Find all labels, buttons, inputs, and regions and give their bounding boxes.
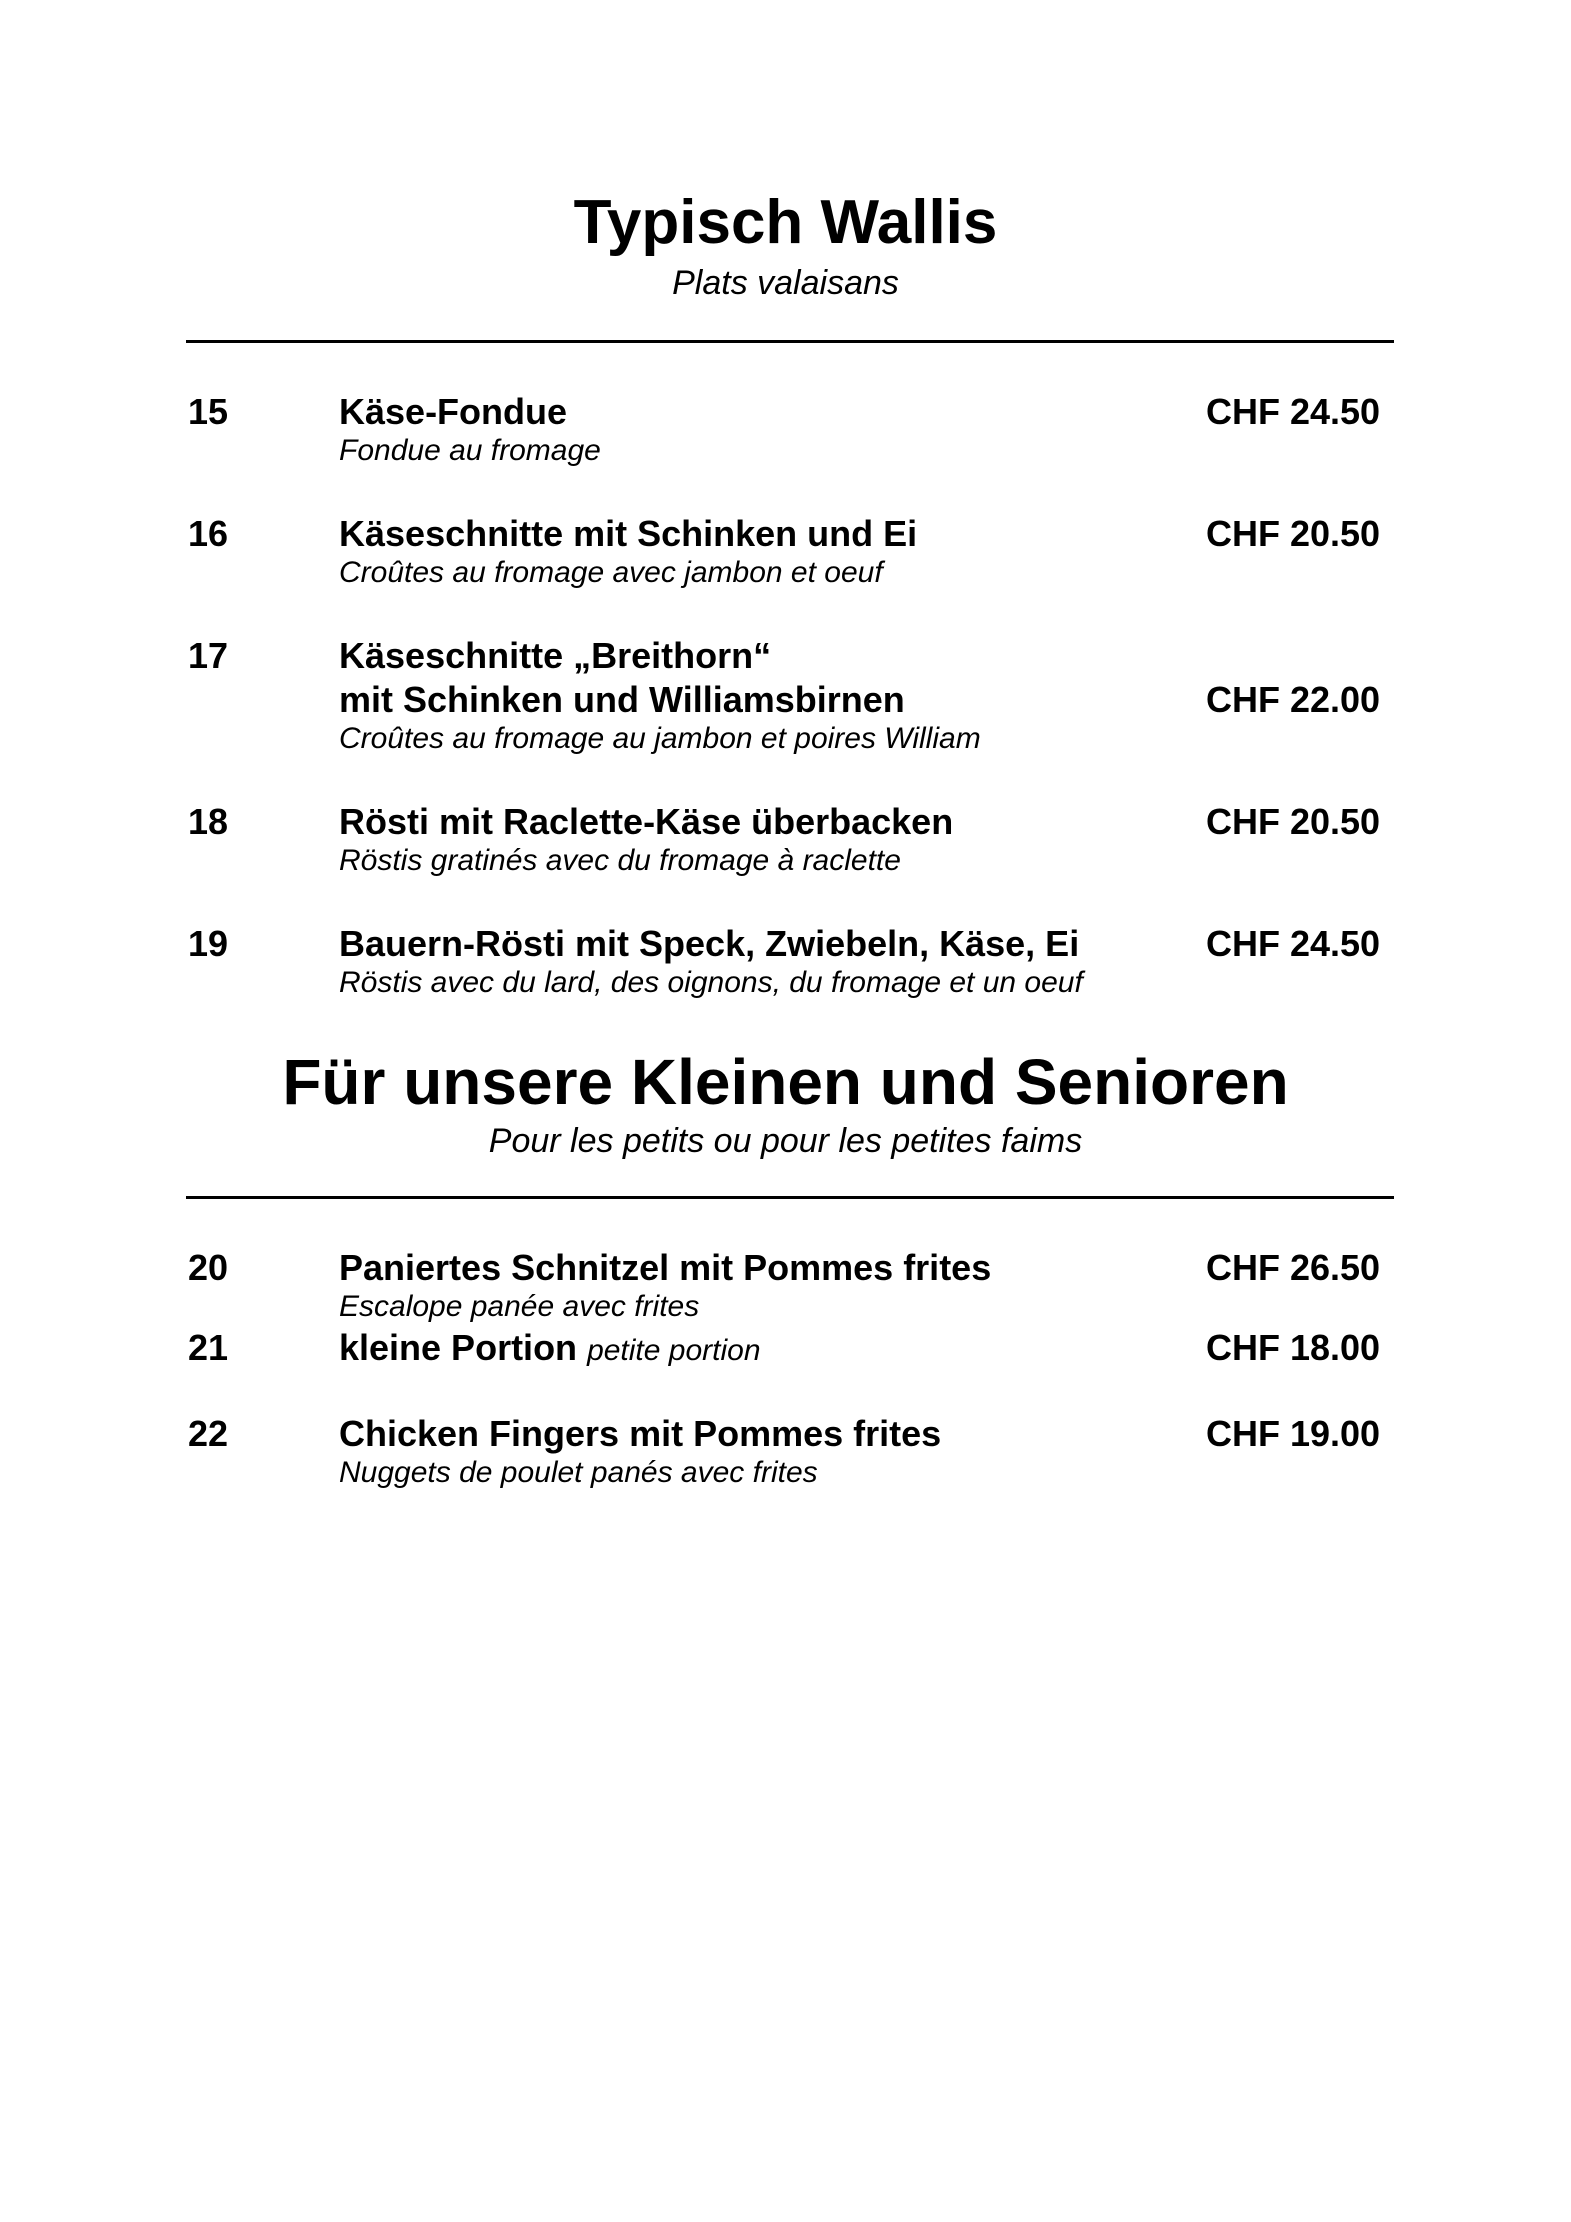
item-name: Chicken Fingers mit Pommes frites [339,1413,942,1454]
item-price: CHF 24.50 [1206,923,1381,964]
section-divider [186,1196,1394,1199]
item-price: CHF 22.00 [1206,679,1381,720]
item-description: Fondue au fromage [339,434,601,467]
item-name: Käse-Fondue [339,391,568,432]
item-price: CHF 20.50 [1206,513,1381,554]
item-price: CHF 26.50 [1206,1247,1381,1288]
item-price: CHF 19.00 [1206,1413,1381,1454]
item-number: 18 [188,801,229,842]
item-description: Nuggets de poulet panés avec frites [339,1456,818,1489]
item-name: Käseschnitte „Breithorn“ [339,635,772,676]
item-inline-description: petite portion [587,1334,761,1367]
section-title-typisch-wallis: Typisch Wallis [573,188,998,257]
item-name-text: kleine Portion [339,1327,578,1368]
section-subtitle-petites-faims: Pour les petits ou pour les petites faims [488,1122,1083,1160]
item-number: 16 [188,513,229,554]
section-subtitle-plats-valaisans: Plats valaisans [672,264,899,302]
section-divider [186,340,1394,343]
item-number: 15 [188,391,229,432]
item-price: CHF 18.00 [1206,1327,1381,1368]
item-description: Röstis gratinés avec du fromage à raclette [339,844,901,877]
item-description: Escalope panée avec frites [339,1290,700,1323]
item-number: 19 [188,923,229,964]
item-number: 22 [188,1413,229,1454]
item-price: CHF 24.50 [1206,391,1381,432]
item-name: Käseschnitte mit Schinken und Ei [339,513,918,554]
item-description: Röstis avec du lard, des oignons, du fromage et un oeuf [339,966,1083,999]
item-name [339,1328,761,1371]
section-title-kleinen-senioren: Für unsere Kleinen und Senioren [282,1046,1289,1118]
item-number: 20 [188,1247,229,1288]
item-number: 21 [188,1327,229,1368]
item-description: Croûtes au fromage avec jambon et oeuf [339,556,883,589]
item-description: Croûtes au fromage au jambon et poires William [339,722,981,755]
item-name: Paniertes Schnitzel mit Pommes frites [339,1247,992,1288]
item-name: Bauern-Rösti mit Speck, Zwiebeln, Käse, Ei [339,923,1080,964]
item-price: CHF 20.50 [1206,801,1381,842]
item-name: Rösti mit Raclette-Käse überbacken [339,801,954,842]
item-number: 17 [188,635,229,676]
item-name-line2: mit Schinken und Williamsbirnen [339,679,905,720]
